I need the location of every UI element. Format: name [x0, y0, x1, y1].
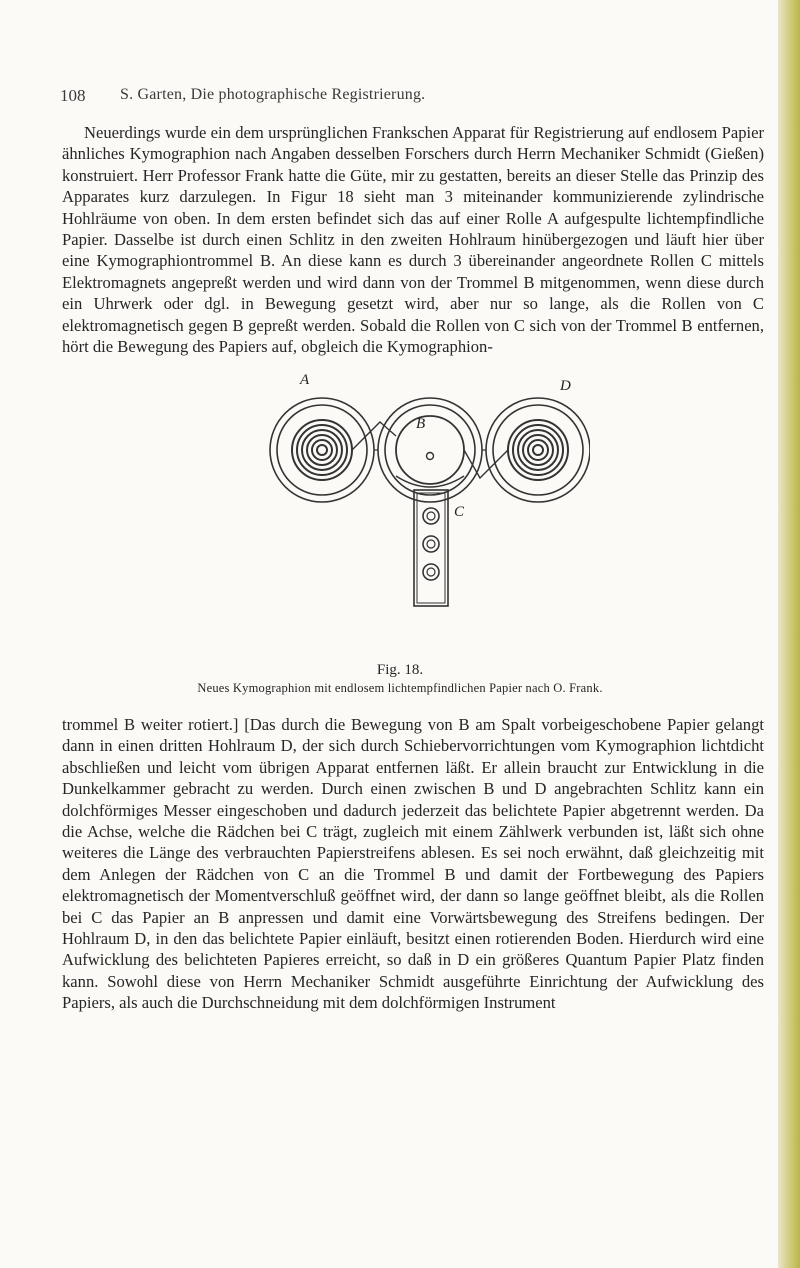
figure-caption: Neues Kymographion mit endlosem lichtempfindlichen Papier nach O. Frank.: [197, 681, 603, 695]
body-text-top: [62, 122, 764, 357]
page-header: [60, 86, 760, 110]
figure-label-a: A: [300, 372, 310, 388]
figure-label-d: D: [560, 378, 571, 394]
chamber-a-outline: [270, 398, 374, 502]
figure-18-diagram: [268, 366, 590, 646]
running-title: S. Garten, Die photographische Registrierung.: [120, 86, 426, 103]
paragraph: Neuerdings wurde ein dem ursprünglichen Frankschen Apparat für Registrierung auf endlosem Papier ähnliches Kymographion nach Angaben desselben Forschers durch Herrn Mechaniker Schmidt (Gießen) konstruiert. Herr Professor Frank hatte die Güte, mir zu gestatten, bereits an dieser Stelle das Prinzip des Apparates kurz darzulegen. In Figur 18 sieht man 3 miteinander kommunizierende zylindrische Hohlräume von oben. In dem ersten befindet sich das auf einer Rolle A aufgespulte lichtempfindliche Papier. Dasselbe ist durch einen Schlitz in den zweiten Hohlraum hinübergezogen und läuft hier über eine Kymographiontrommel B. An diese kann es durch 3 übereinander angeordnete Rollen C mittels Elektromagnets angepreßt werden und wird dann von der Trommel B mitgenommen, wenn diese durch ein Uhrwerk oder dgl. in Bewegung gesetzt wird, aber nur so lange, als die Rollen von C elektromagnetisch gegen B gepreßt werden. Sobald die Rollen von C sich von der Trommel B entfernen, hört die Bewegung des Papiers auf, obgleich die Kymographion-: [62, 123, 764, 357]
paragraph: trommel B weiter rotiert.] [Das durch die Bewegung von B am Spalt vorbeigeschobene Papier gelangt dann in einen dritten Hohlraum D, der sich durch Schiebervorrichtungen vom Kymographion lichtdicht abschließen und leicht vom übrigen Apparat entfernen läßt. Er allein braucht zur Entwicklung in die Dunkelkammer gebracht zu werden. Durch einen zwischen B und D angebrachten Schlitz kann ein dolchförmiges Messer eingeschoben und dadurch jederzeit das belichtete Papier abgetrennt werden. Da die Achse, welche die Rädchen bei C trägt, zugleich mit einem Zählwerk verbunden ist, läßt sich ohne weiteres die Länge des verbrauchten Papierstreifens ablesen. Es sei noch erwähnt, daß gleichzeitig mit dem Anlegen der Rädchen von C an die Trommel B und damit der Fortbewegung des Papiers elektromagnetisch der Momentverschluß geöffnet wird, der dann so lange geöffnet bleibt, als die Rollen bei C das Papier an B anpressen und damit eine Vorwärtsbewegung des Streifens bedingen. Der Hohlraum D, in den das belichtete Papier einläuft, besitzt einen rotierenden Boden. Hierdurch wird eine Aufwicklung des belichteten Papieres erreicht, so daß in D ein größeres Quantum Papier Platz finden kann. Sowohl diese von Herrn Mechaniker Schmidt ausgeführte Einrichtung der Aufwicklung des Papiers, als auch die Durchschneidung mit dem dolchförmigen Instrument: [62, 715, 764, 1013]
page-edge-strip: [778, 0, 800, 1268]
kymograph-diagram: [268, 366, 590, 646]
page-number: 108: [60, 86, 86, 105]
figure-number: Fig. 18.: [376, 662, 424, 678]
figure-label-c: C: [454, 504, 465, 520]
chamber-d-outline: [486, 398, 590, 502]
body-text-bottom: [62, 714, 764, 1014]
figure-label-b: B: [416, 416, 426, 432]
